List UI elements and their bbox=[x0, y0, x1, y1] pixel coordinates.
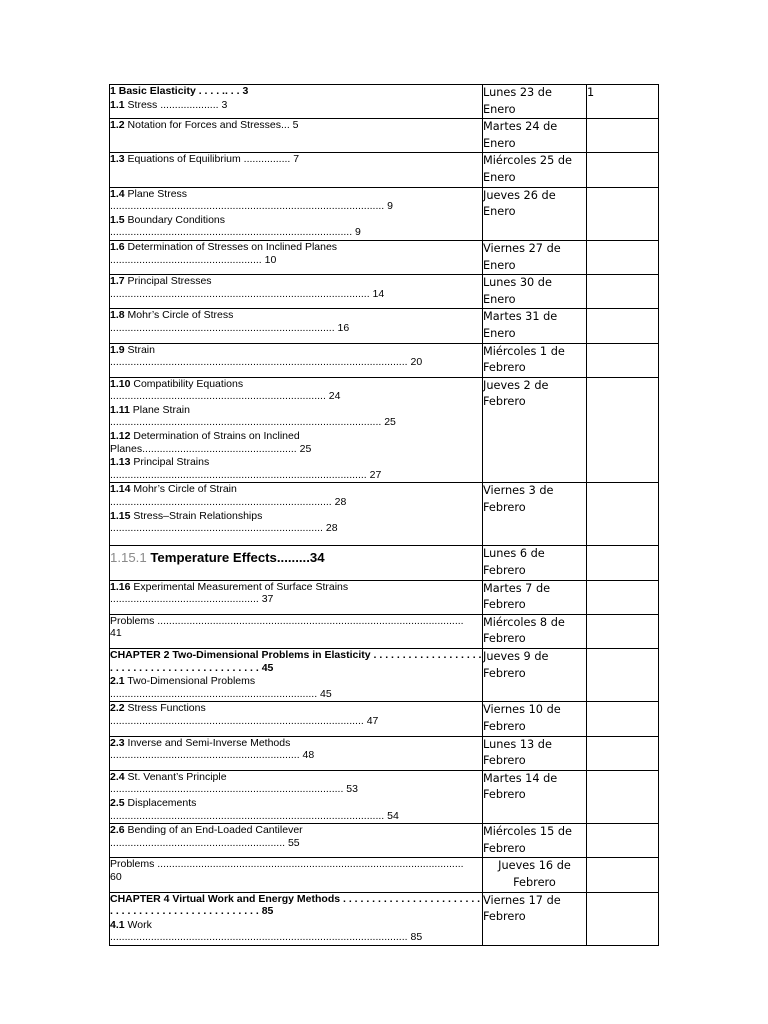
section-number: 1.4 bbox=[110, 187, 125, 200]
schedule-row bbox=[110, 187, 659, 240]
date-cell: Miércoles 1 de Febrero bbox=[483, 343, 587, 377]
section-title: St. Venant’s Principle ................................................................................ 53 bbox=[110, 770, 358, 796]
session-number-cell bbox=[587, 858, 659, 892]
schedule-row bbox=[110, 483, 659, 546]
section-number: 2.2 bbox=[110, 702, 125, 715]
session-number-cell bbox=[587, 309, 659, 343]
date-cell: Jueves 2 de Febrero bbox=[483, 377, 587, 483]
topic-entry bbox=[110, 214, 482, 239]
schedule-row bbox=[110, 240, 659, 274]
topic-entry bbox=[110, 344, 482, 369]
topic-entry bbox=[110, 771, 482, 796]
section-title: Stress .................... 3 bbox=[124, 98, 228, 111]
section-title: Mohr’s Circle of Strain ............................................................................ 28 bbox=[110, 483, 347, 509]
topic-cell bbox=[110, 153, 483, 187]
section-title: Determination of Strains on Inclined Planes..................................................... 25 bbox=[110, 430, 312, 455]
date-cell: Martes 14 de Febrero bbox=[483, 770, 587, 823]
topic-cell bbox=[110, 85, 483, 119]
session-number-cell bbox=[587, 824, 659, 858]
section-title: Principal Strains ........................................................................................ 27 bbox=[110, 456, 382, 481]
schedule-row bbox=[110, 858, 659, 892]
session-number-cell bbox=[587, 546, 659, 580]
section-number: 1.1 bbox=[110, 98, 125, 111]
session-number-cell bbox=[587, 187, 659, 240]
topic-entry bbox=[110, 581, 482, 606]
topic-cell bbox=[110, 187, 483, 240]
section-number: 2.4 bbox=[110, 770, 125, 783]
session-number-cell bbox=[587, 483, 659, 546]
session-number-cell bbox=[587, 702, 659, 736]
date-cell: Lunes 23 de Enero bbox=[483, 85, 587, 119]
schedule-row bbox=[110, 580, 659, 614]
topic-cell bbox=[110, 614, 483, 648]
section-title: Temperature Effects.........34 bbox=[146, 550, 325, 566]
section-title: Compatibility Equations .......................................................................... 24 bbox=[110, 377, 341, 403]
topic-entry bbox=[110, 615, 482, 640]
section-title: Stress–Strain Relationships ......................................................................... 28 bbox=[110, 509, 338, 535]
section-title: Mohr’s Circle of Stress ............................................................................. 16 bbox=[110, 309, 350, 334]
section-title: CHAPTER 2 Two-Dimensional Problems in Elasticity . . . . . . . . . . . . . . . . . . . . . . . . . . . . . . . . . . . . . . . . . . . . . 45 bbox=[110, 649, 482, 674]
session-number-cell bbox=[587, 614, 659, 648]
session-number-cell bbox=[587, 736, 659, 770]
session-number-cell bbox=[587, 343, 659, 377]
topic-entry bbox=[110, 649, 482, 674]
schedule-body bbox=[110, 85, 659, 946]
date-cell: Miércoles 8 de Febrero bbox=[483, 614, 587, 648]
section-title: Bending of an End-Loaded Cantilever ............................................................ 55 bbox=[110, 824, 303, 849]
topic-cell bbox=[110, 858, 483, 892]
session-number-cell bbox=[587, 377, 659, 483]
schedule-row bbox=[110, 85, 659, 119]
date-cell: Martes 31 de Enero bbox=[483, 309, 587, 343]
date-cell: Lunes 6 de Febrero bbox=[483, 546, 587, 580]
topic-entry bbox=[110, 824, 482, 849]
section-number: 1.15.1 bbox=[110, 550, 147, 566]
section-number: 1.13 bbox=[110, 456, 131, 469]
schedule-row bbox=[110, 546, 659, 580]
topic-cell bbox=[110, 275, 483, 309]
topic-cell bbox=[110, 892, 483, 945]
section-title: Equations of Equilibrium ................ 7 bbox=[124, 153, 300, 166]
section-title: CHAPTER 4 Virtual Work and Energy Methods . . . . . . . . . . . . . . . . . . . . . . . . . . . . . . . . . . . . . . . . . . . . . . . . . . 85 bbox=[110, 892, 481, 918]
section-title: Plane Stress .............................................................................................. 9 bbox=[110, 187, 393, 213]
schedule-row bbox=[110, 153, 659, 187]
section-title: Boundary Conditions ................................................................................... 9 bbox=[110, 213, 361, 239]
topic-cell bbox=[110, 580, 483, 614]
topic-cell bbox=[110, 377, 483, 483]
session-number-cell bbox=[587, 770, 659, 823]
topic-cell bbox=[110, 240, 483, 274]
topic-cell bbox=[110, 824, 483, 858]
topic-cell bbox=[110, 649, 483, 702]
schedule-row bbox=[110, 614, 659, 648]
schedule-row bbox=[110, 275, 659, 309]
topic-cell bbox=[110, 483, 483, 546]
schedule-row bbox=[110, 702, 659, 736]
session-number-cell bbox=[587, 892, 659, 945]
session-number-cell bbox=[587, 119, 659, 153]
topic-entry bbox=[110, 275, 482, 300]
section-title: Notation for Forces and Stresses... 5 bbox=[124, 119, 299, 132]
section-title: Strain ...................................................................................................... 20 bbox=[110, 343, 423, 369]
topic-entry bbox=[110, 546, 482, 566]
session-number-cell bbox=[587, 649, 659, 702]
section-number: 2.5 bbox=[110, 796, 125, 809]
schedule-row bbox=[110, 649, 659, 702]
section-number: 1.7 bbox=[110, 275, 125, 288]
section-number: 1 bbox=[110, 85, 116, 97]
section-title: Determination of Stresses on Inclined Planes .................................................... 10 bbox=[110, 240, 338, 266]
section-number: 1.16 bbox=[110, 580, 131, 593]
date-cell: Viernes 10 de Febrero bbox=[483, 702, 587, 736]
section-number: 2.1 bbox=[110, 675, 125, 688]
schedule-row bbox=[110, 343, 659, 377]
topic-entry bbox=[110, 430, 482, 455]
date-cell: Viernes 3 de Febrero bbox=[483, 483, 587, 546]
section-title: Problems ......................................................................................................... 60 bbox=[110, 858, 464, 883]
topic-cell bbox=[110, 309, 483, 343]
topic-entry bbox=[110, 456, 482, 481]
topic-entry bbox=[110, 99, 482, 112]
section-title: Problems ......................................................................................................... 41 bbox=[110, 614, 464, 640]
schedule-row bbox=[110, 119, 659, 153]
topic-entry bbox=[110, 893, 482, 918]
section-title: Experimental Measurement of Surface Strains ................................................... 37 bbox=[110, 580, 349, 606]
date-cell: Miércoles 15 de Febrero bbox=[483, 824, 587, 858]
section-number: 1.15 bbox=[110, 509, 131, 522]
topic-entry bbox=[110, 858, 482, 883]
section-title: Plane Strain ............................................................................................. 25 bbox=[110, 403, 396, 429]
schedule-table bbox=[109, 84, 659, 946]
section-number: 1.2 bbox=[110, 119, 125, 132]
topic-entry bbox=[110, 404, 482, 429]
section-number: 1.10 bbox=[110, 377, 131, 390]
section-number: 1.5 bbox=[110, 213, 125, 226]
section-number: 1.9 bbox=[110, 343, 125, 356]
topic-entry bbox=[110, 309, 482, 334]
topic-entry bbox=[110, 241, 482, 266]
topic-entry bbox=[110, 85, 482, 98]
date-cell: Viernes 27 de Enero bbox=[483, 240, 587, 274]
section-number: 1.3 bbox=[110, 153, 125, 166]
topic-cell bbox=[110, 736, 483, 770]
topic-entry bbox=[110, 919, 482, 944]
topic-cell bbox=[110, 546, 483, 580]
section-title: Displacements .............................................................................................. 54 bbox=[110, 796, 399, 822]
section-title: Work ...................................................................................................... 85 bbox=[110, 918, 423, 944]
schedule-row bbox=[110, 309, 659, 343]
topic-entry bbox=[110, 510, 482, 535]
date-cell: Lunes 13 de Febrero bbox=[483, 736, 587, 770]
section-title: Two-Dimensional Problems ....................................................................... 45 bbox=[110, 675, 332, 700]
schedule-row bbox=[110, 736, 659, 770]
topic-cell bbox=[110, 119, 483, 153]
section-number: 1.6 bbox=[110, 240, 125, 253]
topic-entry bbox=[110, 378, 482, 403]
schedule-row bbox=[110, 377, 659, 483]
section-title: Principal Stresses ......................................................................................... 14 bbox=[110, 275, 385, 300]
section-title: Inverse and Semi-Inverse Methods ................................................................. 48 bbox=[110, 736, 315, 762]
schedule-row bbox=[110, 770, 659, 823]
session-number-cell: 1 bbox=[587, 85, 659, 119]
date-cell: Martes 24 de Enero bbox=[483, 119, 587, 153]
topic-cell bbox=[110, 770, 483, 823]
section-number: 2.3 bbox=[110, 736, 125, 749]
session-number-cell bbox=[587, 275, 659, 309]
topic-cell bbox=[110, 343, 483, 377]
topic-entry bbox=[110, 797, 482, 822]
section-number: 1.12 bbox=[110, 430, 131, 443]
section-title: Stress Functions ....................................................................................... 47 bbox=[110, 702, 379, 727]
date-cell: Lunes 30 de Enero bbox=[483, 275, 587, 309]
date-cell: Miércoles 25 de Enero bbox=[483, 153, 587, 187]
section-number: 1.8 bbox=[110, 309, 125, 322]
section-number: 2.6 bbox=[110, 824, 125, 837]
session-number-cell bbox=[587, 580, 659, 614]
schedule-row bbox=[110, 892, 659, 945]
date-cell: Viernes 17 de Febrero bbox=[483, 892, 587, 945]
section-number: 1.11 bbox=[110, 403, 130, 416]
topic-entry bbox=[110, 702, 482, 727]
topic-entry bbox=[110, 737, 482, 762]
topic-entry bbox=[110, 483, 482, 508]
date-cell: Martes 7 de Febrero bbox=[483, 580, 587, 614]
section-number: 4.1 bbox=[110, 918, 125, 931]
topic-entry bbox=[110, 188, 482, 213]
section-number: 1.14 bbox=[110, 483, 131, 496]
schedule-row bbox=[110, 824, 659, 858]
session-number-cell bbox=[587, 240, 659, 274]
topic-entry bbox=[110, 119, 482, 132]
section-title: Basic Elasticity . . . . .. . . 3 bbox=[115, 85, 249, 97]
topic-entry bbox=[110, 153, 482, 166]
date-cell: Jueves 16 de Febrero bbox=[483, 858, 587, 892]
session-number-cell bbox=[587, 153, 659, 187]
topic-entry bbox=[110, 675, 482, 700]
date-cell: Jueves 26 de Enero bbox=[483, 187, 587, 240]
topic-cell bbox=[110, 702, 483, 736]
date-cell: Jueves 9 de Febrero bbox=[483, 649, 587, 702]
